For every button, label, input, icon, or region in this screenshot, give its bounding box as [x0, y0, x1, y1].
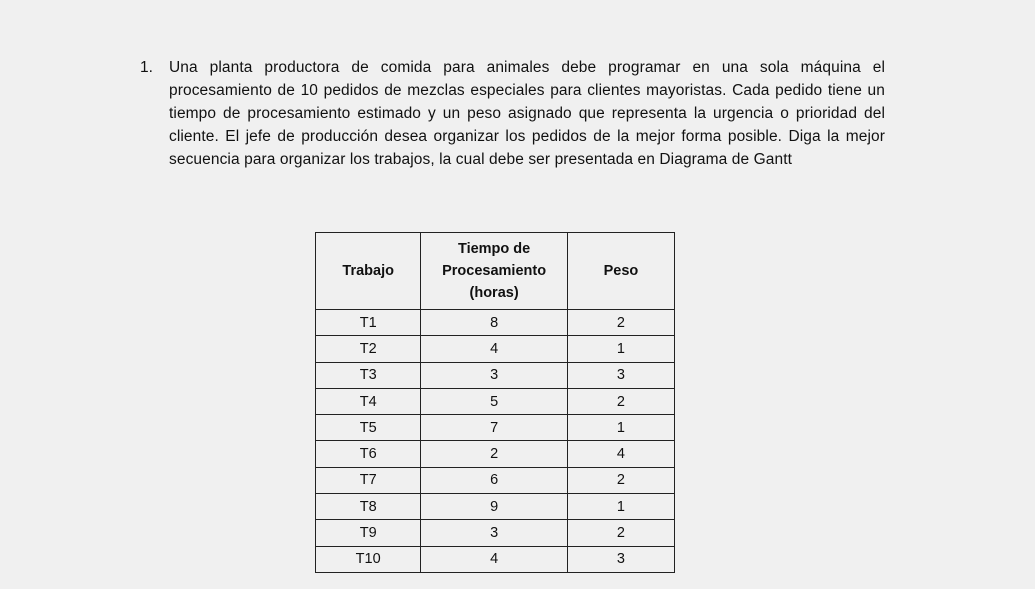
cell-peso: 1: [567, 415, 674, 441]
cell-peso: 4: [567, 441, 674, 467]
table-row: [316, 415, 675, 441]
cell-trabajo: T4: [316, 388, 421, 414]
cell-peso: 3: [567, 546, 674, 572]
jobs-table: [315, 232, 675, 573]
question-number: 1.: [140, 59, 153, 76]
table-row: [316, 336, 675, 362]
cell-trabajo: T5: [316, 415, 421, 441]
cell-tiempo: 4: [421, 336, 567, 362]
cell-tiempo: 8: [421, 310, 567, 336]
cell-peso: 1: [567, 336, 674, 362]
table-header-row: [316, 233, 675, 310]
cell-trabajo: T3: [316, 362, 421, 388]
cell-tiempo: 2: [421, 441, 567, 467]
cell-peso: 3: [567, 362, 674, 388]
cell-tiempo: 5: [421, 388, 567, 414]
table-row: [316, 467, 675, 493]
header-tiempo-line3: (horas): [469, 285, 519, 301]
header-tiempo: [421, 233, 567, 310]
cell-trabajo: T10: [316, 546, 421, 572]
cell-tiempo: 4: [421, 546, 567, 572]
cell-trabajo: T1: [316, 310, 421, 336]
header-peso: Peso: [567, 233, 674, 310]
cell-trabajo: T7: [316, 467, 421, 493]
header-trabajo: Trabajo: [316, 233, 421, 310]
cell-peso: 2: [567, 310, 674, 336]
table-row: [316, 362, 675, 388]
cell-peso: 1: [567, 494, 674, 520]
table-row: [316, 310, 675, 336]
cell-tiempo: 6: [421, 467, 567, 493]
cell-peso: 2: [567, 388, 674, 414]
cell-trabajo: T9: [316, 520, 421, 546]
cell-peso: 2: [567, 520, 674, 546]
table-row: [316, 388, 675, 414]
cell-peso: 2: [567, 467, 674, 493]
header-tiempo-line1: Tiempo de: [457, 241, 531, 257]
table-row: [316, 546, 675, 572]
header-tiempo-line2: Procesamiento: [442, 263, 547, 279]
cell-trabajo: T6: [316, 441, 421, 467]
cell-tiempo: 7: [421, 415, 567, 441]
table-row: [316, 494, 675, 520]
cell-tiempo: 9: [421, 494, 567, 520]
cell-trabajo: T8: [316, 494, 421, 520]
cell-tiempo: 3: [421, 362, 567, 388]
cell-tiempo: 3: [421, 520, 567, 546]
question-text: Una planta productora de comida para animales debe programar en una sola máquina el procesamiento de 10 pedidos de mezclas especiales para clientes mayoristas. Cada pedido tiene un tiempo de procesamiento estimado y un peso asignado que representa la urgencia o prioridad del cliente. El jefe de producción desea organizar los pedidos de la mejor forma posible. Diga la mejor secuencia para organizar los trabajos, la cual debe ser presentada en Diagrama de Gantt: [169, 59, 885, 168]
question-item: [140, 56, 885, 171]
cell-trabajo: T2: [316, 336, 421, 362]
table-row: [316, 520, 675, 546]
table-row: [316, 441, 675, 467]
